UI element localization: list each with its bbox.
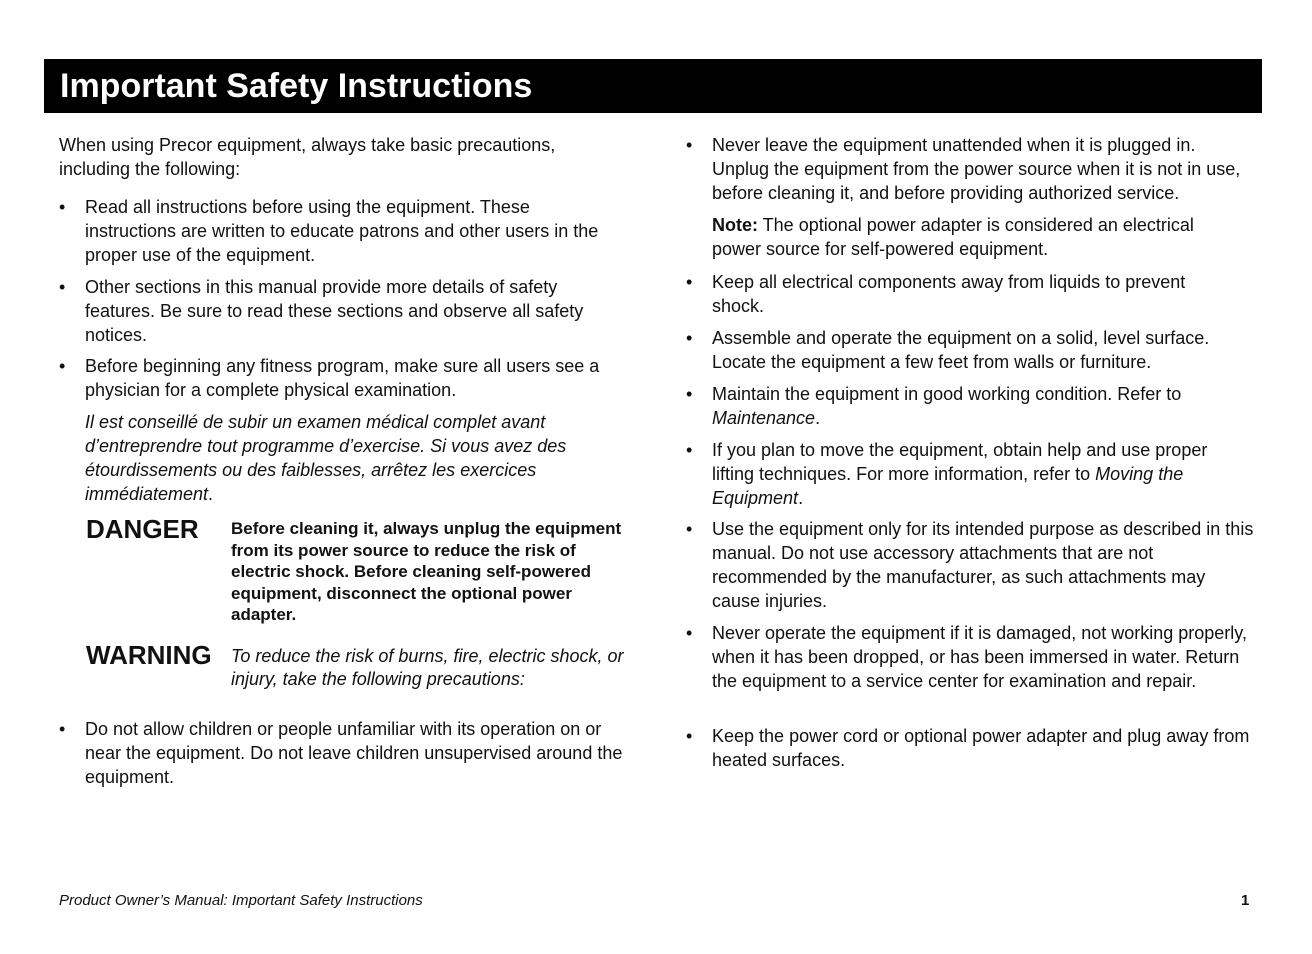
danger-label: DANGER [86, 514, 199, 544]
warning-text: To reduce the risk of burns, fire, electric shock, or injury, take the following precautions: [231, 646, 624, 689]
danger-text: Before cleaning it, always unplug the equipment from its power source to reduce the risk of electric shock. Before cleaning self-powered equipment, disconnect the optional power adapter. [231, 519, 622, 624]
footer-title: Product Owner’s Manual: Important Safety Instructions [59, 892, 423, 909]
list-item: • Keep the power cord or optional power adapter and plug away from heated surfaces. [686, 726, 1250, 770]
list-item: • Maintain the equipment in good working condition. Refer to Maintenance. [686, 384, 1182, 428]
intro-paragraph: When using Precor equipment, always take basic precautions, including the following: [59, 135, 556, 179]
list-item: • Keep all electrical components away from liquids to prevent shock. [686, 272, 1186, 316]
warning-label: WARNING [86, 640, 212, 670]
page-title: Important Safety Instructions [60, 67, 533, 105]
list-item: • Do not allow children or people unfamiliar with its operation on or near the equipment. Do not leave children unsupervised around the equipment. [59, 719, 623, 787]
maintenance-reference: Maintenance [712, 408, 816, 428]
list-item: • Never leave the equipment unattended when it is plugged in. Unplug the equipment from the power source when it is not in use, before cleaning it, and before providing authorized service. [686, 135, 1241, 203]
french-note: Il est conseillé de subir un examen médical complet avant d’entreprendre tout programme d’exercise. Si vous avez des étourdissements ou des faiblesses, arrêtez les exercices immédiatement. [85, 412, 567, 504]
list-item: • Assemble and operate the equipment on a solid, level surface. Locate the equipment a few feet from walls or furniture. [686, 328, 1210, 372]
list-item: • Use the equipment only for its intended purpose as described in this manual. Do not use accessory attachments that are not recommended by the manufacturer, as such attachments may cause injuries. [686, 519, 1254, 611]
list-item: • Before beginning any fitness program, make sure all users see a physician for a complete physical examination. [59, 356, 600, 400]
page-number: 1 [1241, 892, 1250, 909]
list-item: • Never operate the equipment if it is damaged, not working properly, when it has been dropped, or has been immersed in water. Return the equipment to a service center for examination and repair. [686, 623, 1247, 691]
list-item: • Other sections in this manual provide more details of safety features. Be sure to read these sections and observe all safety notices. [59, 277, 584, 345]
note-paragraph: Note: The optional power adapter is considered an electrical power source for self-powered equipment. [712, 215, 1194, 259]
list-item: • Read all instructions before using the equipment. These instructions are written to educate patrons and other users in the proper use of the equipment. [59, 197, 599, 265]
list-item: • If you plan to move the equipment, obtain help and use proper lifting techniques. For more information, refer to Moving the Equipment. [686, 440, 1208, 508]
title-bar [44, 59, 1262, 113]
moving-reference: Moving the Equipment [712, 464, 1184, 508]
